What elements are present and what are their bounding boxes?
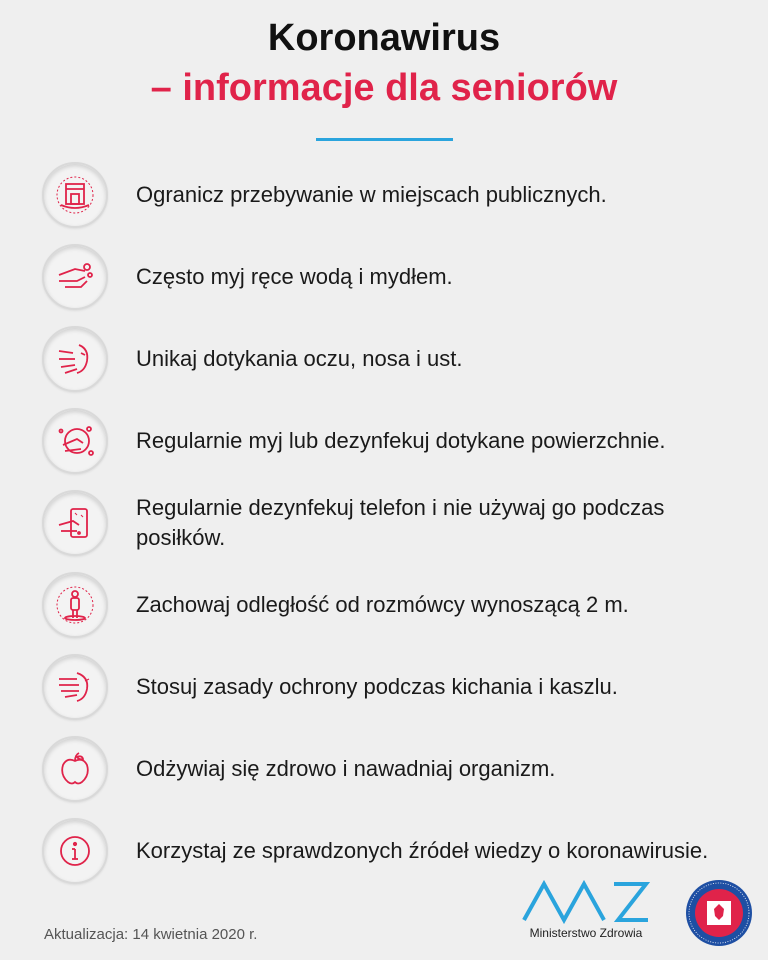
item-text: Odżywiaj się zdrowo i nawadniaj organizm. (136, 756, 556, 781)
update-date: Aktualizacja: 14 kwietnia 2020 r. (44, 926, 258, 943)
apple-icon (42, 736, 108, 802)
list-item (42, 408, 762, 478)
list-item (42, 162, 762, 232)
list-item (42, 654, 762, 724)
ministry-label: Ministerstwo Zdrowia (529, 926, 643, 940)
item-text: Ogranicz przebywanie w miejscach publicznych. (136, 182, 607, 207)
list-item (42, 244, 762, 314)
list-item (42, 490, 762, 560)
page-title: Koronawirus (267, 17, 501, 59)
item-text: Stosuj zasady ochrony podczas kichania i kaszlu. (136, 674, 618, 699)
sanitary-inspection-seal-icon (684, 878, 754, 948)
item-text: Regularnie myj lub dezynfekuj dotykane powierzchnie. (136, 428, 666, 453)
surface-disinfect-icon (42, 408, 108, 474)
item-text: Często myj ręce wodą i mydłem. (136, 264, 453, 289)
list-item (42, 736, 762, 806)
sneeze-icon (42, 654, 108, 720)
item-text: Zachowaj odległość od rozmówcy wynoszącą 2 m. (136, 592, 629, 617)
item-text: Unikaj dotykania oczu, nosa i ust. (136, 346, 463, 371)
ministry-logo (520, 880, 652, 944)
list-item (42, 818, 762, 888)
face-touch-icon (42, 326, 108, 392)
info-icon (42, 818, 108, 884)
hand-wash-icon (42, 244, 108, 310)
list-item (42, 326, 762, 396)
page-subtitle: – informacje dla seniorów (150, 67, 618, 109)
title-divider (316, 138, 453, 141)
item-text: Korzystaj ze sprawdzonych źródeł wiedzy o koronawirusie. (136, 838, 709, 863)
distance-icon (42, 572, 108, 638)
item-text: Regularnie dezynfekuj telefon i nie używaj go podczas posiłków. (136, 495, 665, 550)
list-item (42, 572, 762, 642)
public-place-icon (42, 162, 108, 228)
phone-disinfect-icon (42, 490, 108, 556)
